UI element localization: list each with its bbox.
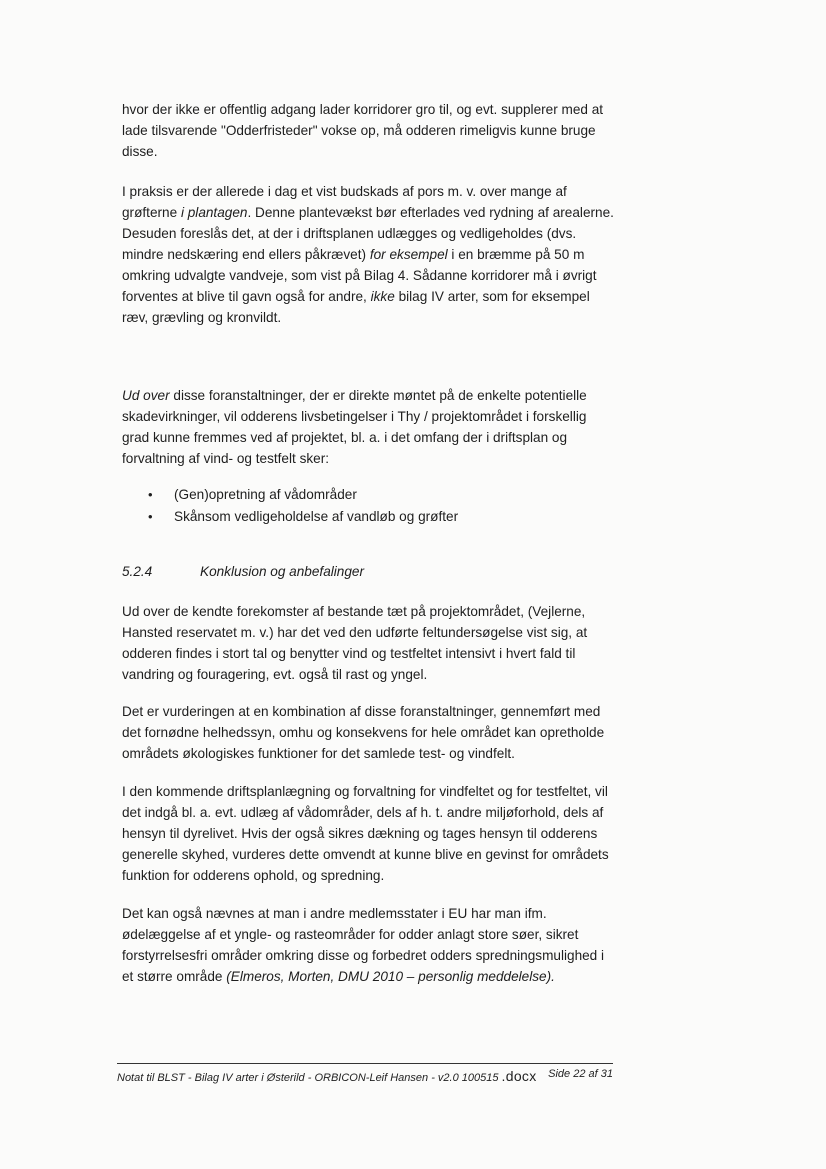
text-run: disse foranstaltninger, der er direkte møntet på de enkelte potentielle skadevirkninger, vil odderens livsbetingelser i Thy / projektområdet i forskellig grad kunne fremmes ved af projektet, bl. a. i det omfang der i driftsplan og forvaltning af vind- og testfelt sker: [122, 388, 587, 466]
citation: (Elmeros, Morten, DMU 2010 – personlig meddelelse). [226, 969, 555, 984]
text-run: bilag IV arter, som for eksempel ræv, grævling og kronvildt. [122, 289, 590, 325]
list-item-text: (Gen)opretning af vådområder [174, 487, 357, 502]
bullet-icon: • [148, 509, 153, 524]
body-paragraph [122, 903, 617, 987]
footer-file-extension: .docx [501, 1068, 537, 1084]
paragraph-text [122, 181, 617, 328]
page-footer [117, 1068, 613, 1084]
section-title: Konklusion og anbefalinger [200, 564, 365, 579]
paragraph-text: hvor der ikke er offentlig adgang lader korridorer gro til, og evt. supplerer med at lade tilsvarende "Odderfristeder" vokse op, må odderen rimeligvis kunne bruge disse. [122, 102, 604, 159]
body-paragraph [122, 385, 617, 469]
italic-run: for eksempel [369, 247, 448, 262]
page-number: Side 22 af 31 [548, 1068, 613, 1080]
body-paragraph [122, 701, 617, 764]
bullet-icon: • [148, 487, 153, 502]
body-paragraph [122, 601, 617, 685]
italic-run: ikke [370, 289, 395, 304]
italic-run: i plantagen [180, 205, 248, 220]
section-heading [122, 561, 364, 582]
bullet-list [148, 484, 608, 528]
section-number: 5.2.4 [122, 564, 153, 579]
italic-run: Ud over [122, 388, 170, 403]
body-paragraph [122, 99, 617, 162]
paragraph-text: Ud over de kendte forekomster af bestande tæt på projektområdet, (Vejlerne, Hansted reservatet m. v.) har det ved den udførte feltundersøgelse vist sig, at odderen findes i stort tal og benytter vind og testfeltet intensivt i hvert fald til vandring og fouragering, evt. også til rast og yngel. [122, 604, 588, 682]
paragraph-text: I den kommende driftsplanlægning og forvaltning for vindfeltet og for testfeltet, vil det indgå bl. a. evt. udlæg af vådområder, dels af h. t. andre miljøforhold, dels af hensyn til dyrelivet. Hvis der også sikres dækning og tages hensyn til odderens generelle skyhed, vurderes dette omvendt at kunne blive en gevinst for områdets funktion for odderens ophold, og spredning. [122, 784, 609, 883]
text-run: I praksis er der allerede i dag et vist budskads af pors m. v. over mange af grøfterne [122, 184, 567, 220]
list-item [148, 484, 608, 506]
body-paragraph [122, 181, 617, 328]
list-item-text: Skånsom vedligeholdelse af vandløb og grøfter [174, 509, 459, 524]
text-run: i en bræmme på 50 m omkring udvalgte vandveje, som vist på Bilag 4. Sådanne korridorer må i øvrigt forventes at blive til gavn også for andre, [122, 247, 597, 304]
footer-divider [117, 1063, 613, 1064]
body-paragraph [122, 781, 617, 886]
text-run: Det kan også nævnes at man i andre medlemsstater i EU har man ifm. ødelæggelse af et yngle- og rasteområder for odder anlagt store søer, sikret forstyrrelsesfri områder omkring disse og forbedret odders spredningsmulighed i et større område [122, 906, 605, 984]
paragraph-text [122, 385, 617, 469]
text-run: . Denne plantevækst bør efterlades ved rydning af arealerne. Desuden foreslås det, at der i driftsplanen udlægges og vedligeholdes (dvs. mindre nedskæring end ellers påkrævet) [122, 205, 614, 262]
paragraph-text: Det er vurderingen at en kombination af disse foranstaltninger, gennemført med det fornødne helhedssyn, omhu og konsekvens for hele området kan opretholde områdets økologiskes funktioner for det samlede test- og vindfelt. [122, 704, 605, 761]
footer-document-name: Notat til BLST - Bilag IV arter i Østerild - ORBICON-Leif Hansen - v2.0 100515 [117, 1072, 502, 1084]
list-item [148, 506, 608, 528]
paragraph-text [122, 903, 617, 987]
